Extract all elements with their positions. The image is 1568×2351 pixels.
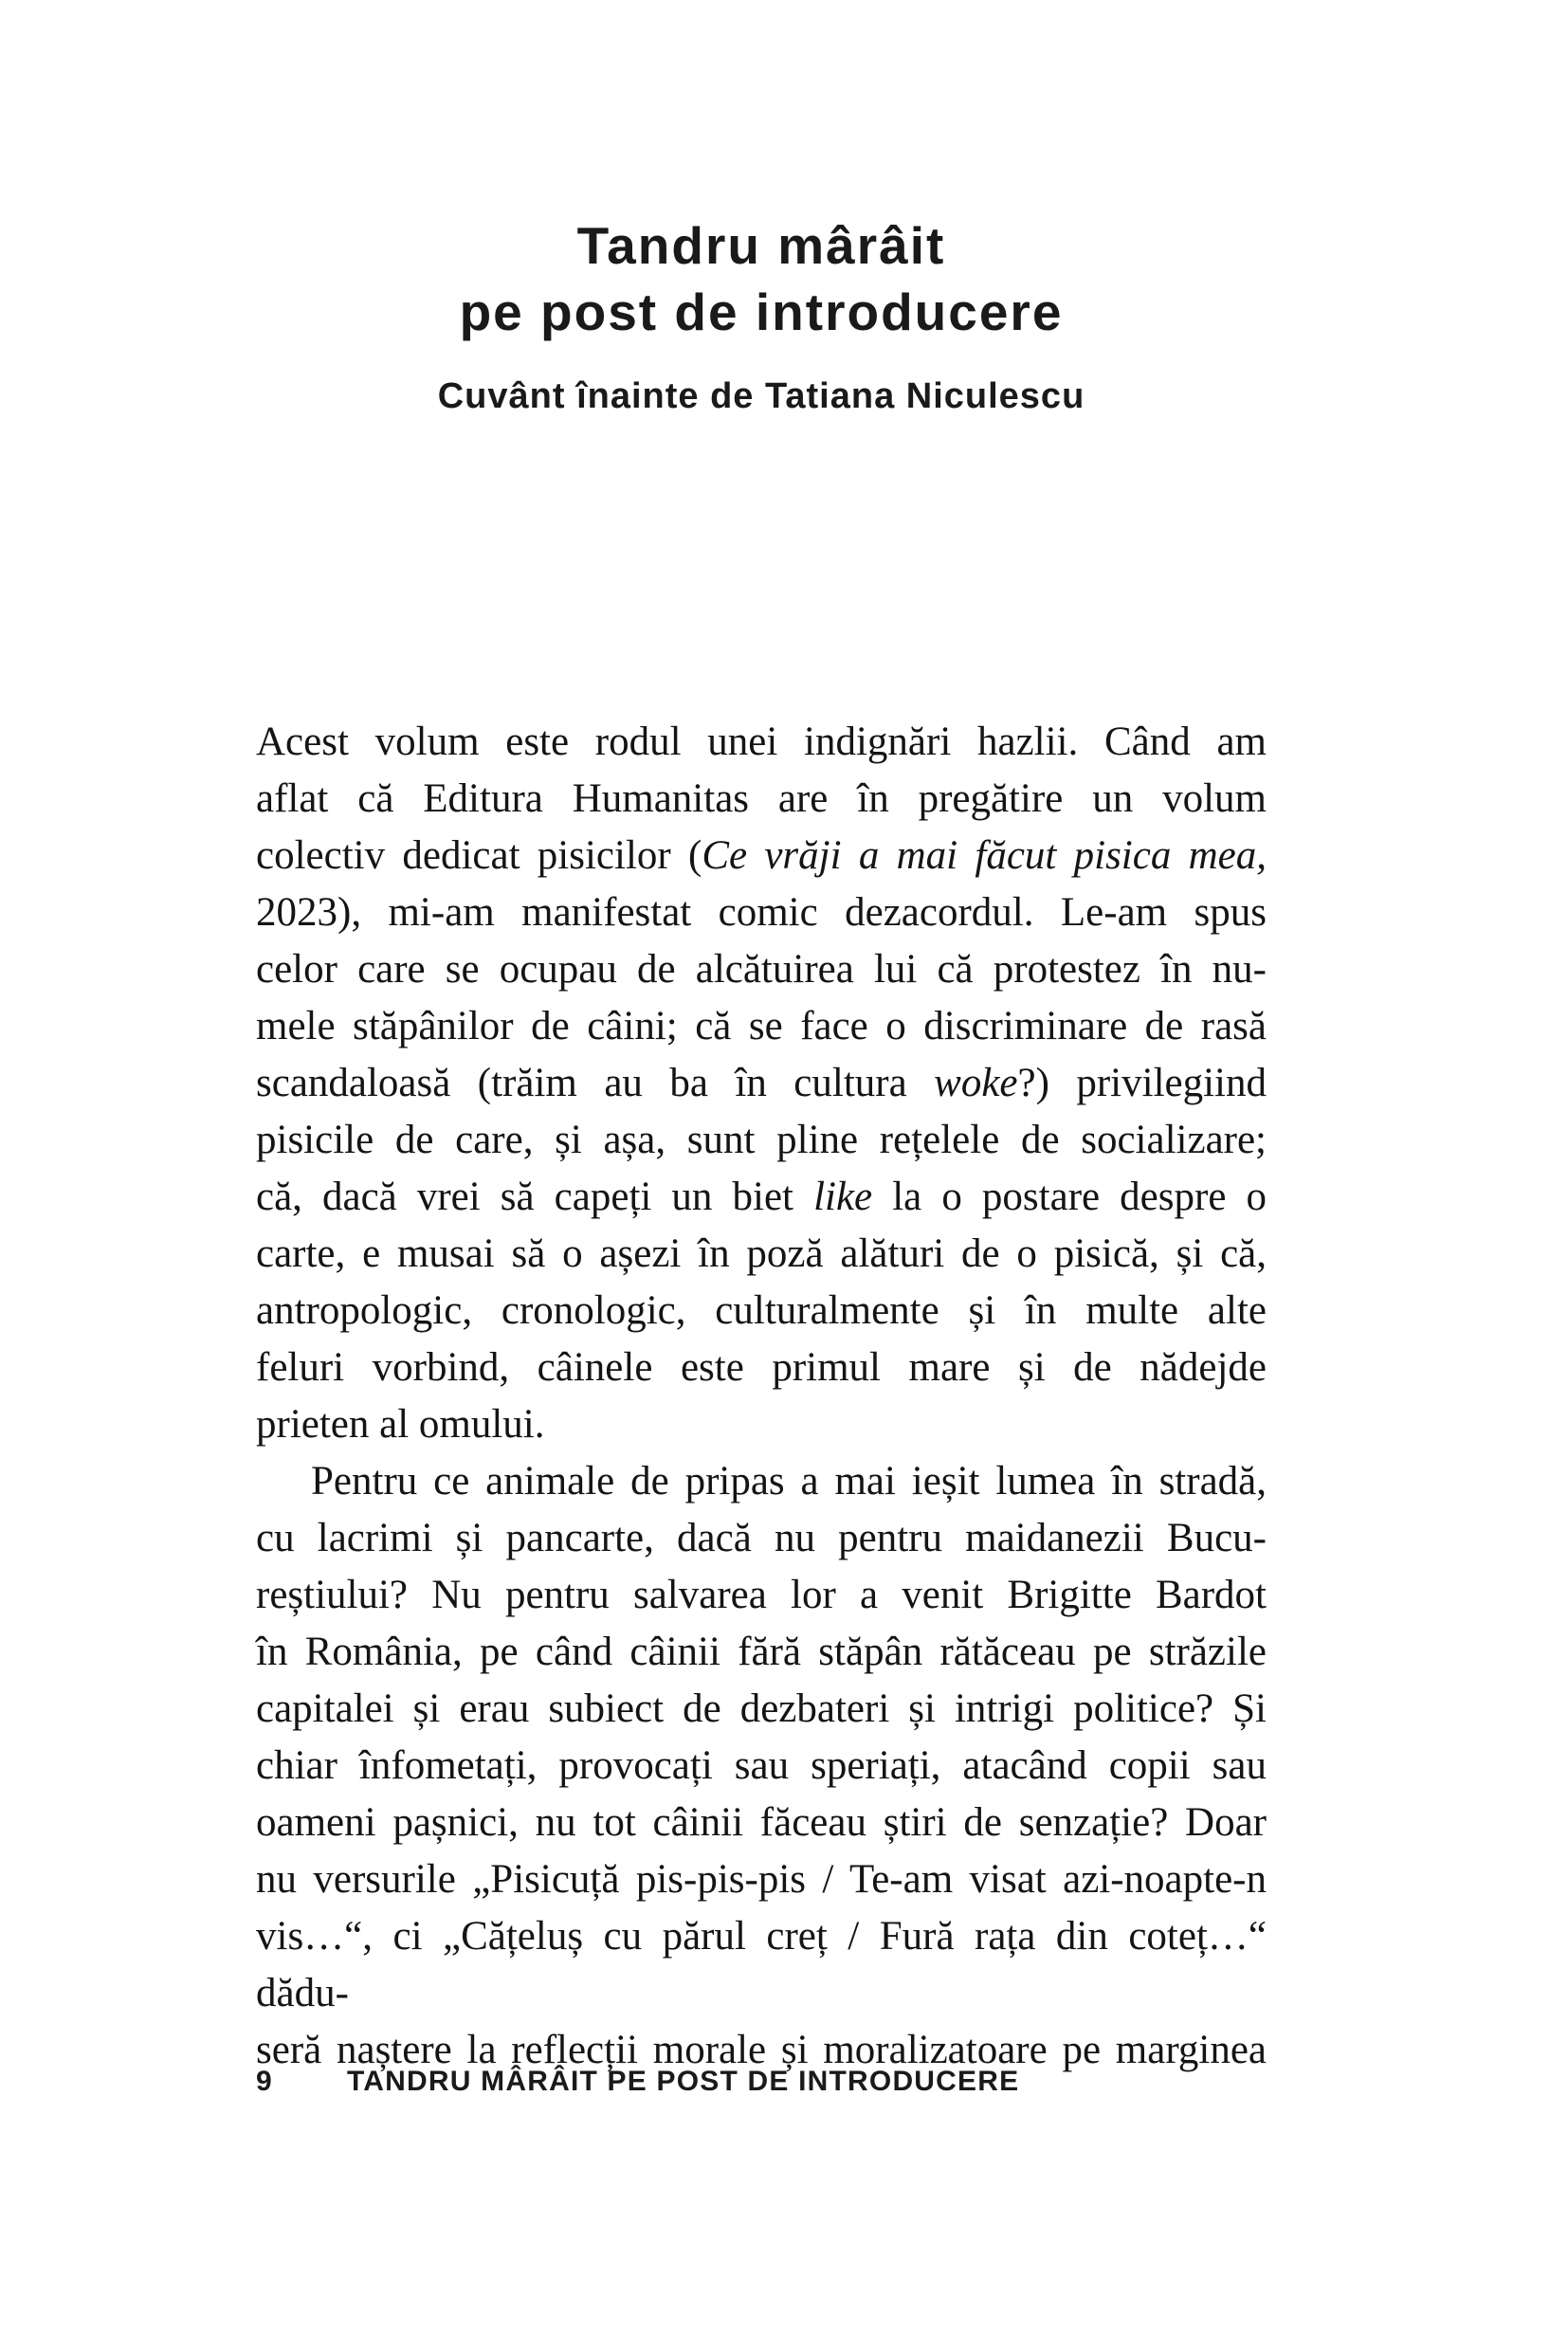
chapter-title-line-2: pe post de introducere <box>459 282 1064 341</box>
running-title: TANDRU MÂRÂIT PE POST DE INTRODUCERE <box>347 2066 1020 2097</box>
text-line: Acest volum este rodul unei indignări hazlii. Când am <box>256 720 1267 764</box>
page-number: 9 <box>256 2066 273 2097</box>
text-line: seră naștere la reflecții morale și moralizatoare pe marginea <box>256 2028 1267 2072</box>
text-line: reștiului? Nu pentru salvarea lor a venit Brigitte Bardot <box>256 1573 1267 1617</box>
chapter-heading <box>256 212 1267 419</box>
page-footer <box>256 2063 1267 2101</box>
text-line: chiar înfometați, provocați sau speriați, atacând copii sau <box>256 1743 1267 1788</box>
text-line: în România, pe când câinii fără stăpân rătăceau pe străzile <box>256 1630 1267 1674</box>
text-line: 2023), mi-am manifestat comic dezacordul. Le-am spus <box>256 890 1267 935</box>
text-line: aflat că Editura Humanitas are în pregătire un volum <box>256 776 1267 821</box>
text-line: scandaloasă (trăim au ba în cultura woke?) privilegiind <box>256 1061 1267 1105</box>
text-line: nu versurile „Pisicuță pis-pis-pis / Te-am visat azi-noapte-n <box>256 1857 1267 1902</box>
text-line: celor care se ocupau de alcătuirea lui că protestez în nu- <box>256 947 1267 992</box>
text-line: oameni pașnici, nu tot câinii făceau știri de senzație? Doar <box>256 1800 1267 1845</box>
text-line: Pentru ce animale de pripas a mai ieșit lumea în stradă, <box>311 1459 1267 1504</box>
text-line: mele stăpânilor de câini; că se face o discriminare de rasă <box>256 1004 1267 1048</box>
text-line: vis…“, ci „Cățeluș cu părul creț / Fură rața din coteț…“ dădu- <box>256 1914 1267 2015</box>
text-line: că, dacă vrei să capeți un biet like la o postare despre o <box>256 1175 1267 1219</box>
chapter-subtitle: Cuvânt înainte de Tatiana Niculescu <box>437 376 1085 416</box>
chapter-title-line-1: Tandru mârâit <box>576 216 946 275</box>
text-line: colectiv dedicat pisicilor (Ce vrăji a mai făcut pisica mea, <box>256 833 1267 878</box>
text-line: carte, e musai să o așezi în poză alături de o pisică, și că, <box>256 1231 1267 1276</box>
text-line: capitalei și erau subiect de dezbateri și intrigi politice? Și <box>256 1686 1267 1731</box>
text-line: pisicile de care, și așa, sunt pline rețelele de socializare; <box>256 1118 1267 1162</box>
text-line: feluri vorbind, câinele este primul mare și de nădejde <box>256 1345 1267 1390</box>
text-line: prieten al omului. <box>256 1402 545 1447</box>
body-text <box>256 714 1267 2079</box>
text-line: cu lacrimi și pancarte, dacă nu pentru maidanezii Bucu- <box>256 1516 1267 1560</box>
text-line: antropologic, cronologic, culturalmente și în multe alte <box>256 1288 1267 1333</box>
